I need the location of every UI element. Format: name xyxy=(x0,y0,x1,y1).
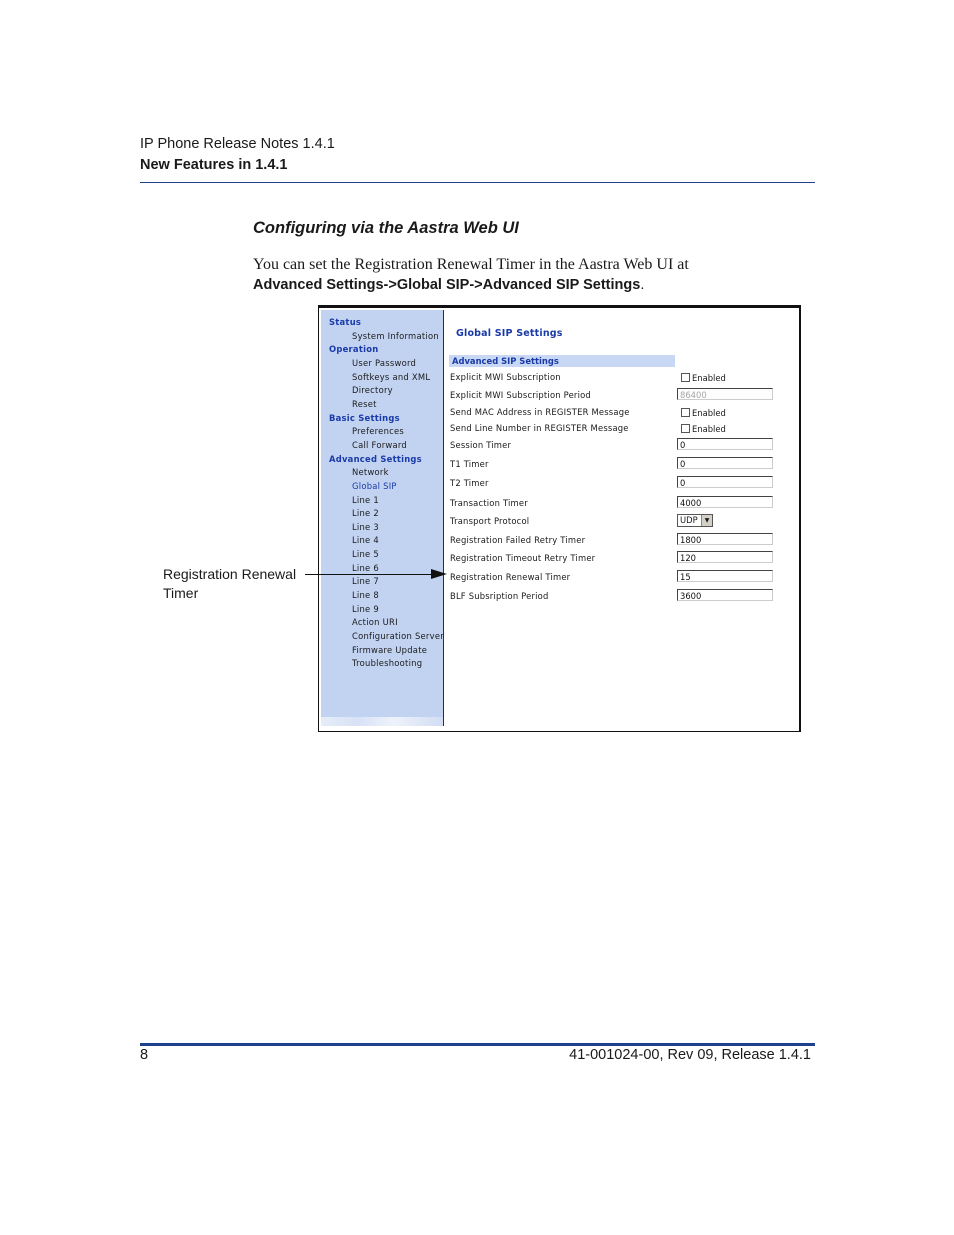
menu-item-preferences[interactable]: Preferences xyxy=(352,426,405,437)
callout-line-2: Timer xyxy=(163,585,199,601)
field-label-registration-failed-retry-timer: Registration Failed Retry Timer xyxy=(450,535,586,545)
web-ui-sidebar xyxy=(321,310,444,726)
menu-group-advanced-settings[interactable]: Advanced Settings xyxy=(329,453,422,464)
menu-item-network[interactable]: Network xyxy=(352,467,389,478)
select-transport-protocol[interactable] xyxy=(677,514,713,527)
menu-item-global-sip[interactable]: Global SIP xyxy=(352,480,397,491)
menu-item-line-1[interactable]: Line 1 xyxy=(352,494,379,505)
menu-item-line-7[interactable]: Line 7 xyxy=(352,576,379,587)
ui-section-label: Advanced SIP Settings xyxy=(452,356,559,366)
intro-paragraph: You can set the Registration Renewal Timer in the Aastra Web UI at xyxy=(253,256,689,273)
field-label-session-timer: Session Timer xyxy=(450,440,512,450)
menu-item-reset[interactable]: Reset xyxy=(352,398,377,409)
checkbox-label-send-mac-address-in-register-message: Enabled xyxy=(692,408,726,418)
input-registration-failed-retry-timer[interactable]: 1800 xyxy=(677,533,773,545)
footer-rule xyxy=(140,1043,815,1046)
callout-leader-line xyxy=(305,574,432,575)
menu-item-line-6[interactable]: Line 6 xyxy=(352,562,379,573)
ui-section-band xyxy=(449,355,675,367)
menu-item-action-uri[interactable]: Action URI xyxy=(352,617,398,628)
checkbox-explicit-mwi-subscription[interactable] xyxy=(681,373,690,382)
checkbox-send-mac-address-in-register-message[interactable] xyxy=(681,408,690,417)
menu-item-system-information[interactable]: System Information xyxy=(352,330,439,341)
field-label-transaction-timer: Transaction Timer xyxy=(450,498,528,508)
footer-page-number: 8 xyxy=(140,1047,149,1063)
menu-item-line-4[interactable]: Line 4 xyxy=(352,535,379,546)
field-label-registration-renewal-timer: Registration Renewal Timer xyxy=(450,572,571,582)
callout-arrowhead-icon xyxy=(431,569,447,579)
field-label-blf-subsription-period: BLF Subsription Period xyxy=(450,591,549,601)
header-rule xyxy=(140,182,815,183)
menu-item-line-3[interactable]: Line 3 xyxy=(352,521,379,532)
header-subtitle: New Features in 1.4.1 xyxy=(140,157,288,173)
field-label-transport-protocol: Transport Protocol xyxy=(450,516,530,526)
menu-item-line-5[interactable]: Line 5 xyxy=(352,549,379,560)
field-label-send-mac-address-in-register-message: Send MAC Address in REGISTER Message xyxy=(450,407,630,417)
input-registration-timeout-retry-timer[interactable]: 120 xyxy=(677,551,773,563)
select-value: UDP xyxy=(680,515,698,525)
section-heading: Configuring via the Aastra Web UI xyxy=(253,219,519,237)
menu-item-troubleshooting[interactable]: Troubleshooting xyxy=(352,658,423,669)
field-label-t2-timer: T2 Timer xyxy=(450,478,489,488)
input-session-timer[interactable]: 0 xyxy=(677,438,773,450)
ui-page-title: Global SIP Settings xyxy=(456,328,563,339)
menu-item-user-password[interactable]: User Password xyxy=(352,358,417,368)
menu-path: Advanced Settings->Global SIP->Advanced SIP Settings xyxy=(253,277,641,293)
menu-item-line-9[interactable]: Line 9 xyxy=(352,603,379,614)
menu-item-line-2[interactable]: Line 2 xyxy=(352,508,379,519)
checkbox-label-explicit-mwi-subscription: Enabled xyxy=(692,373,726,383)
field-label-explicit-mwi-subscription: Explicit MWI Subscription xyxy=(450,372,561,382)
input-blf-subsription-period[interactable]: 3600 xyxy=(677,589,773,601)
header-title: IP Phone Release Notes 1.4.1 xyxy=(140,136,335,152)
menu-item-call-forward[interactable]: Call Forward xyxy=(352,439,407,450)
sidebar-footer-strip xyxy=(321,717,443,726)
input-t1-timer[interactable]: 0 xyxy=(677,457,773,469)
input-explicit-mwi-subscription-period[interactable]: 86400 xyxy=(677,388,773,400)
menu-group-operation[interactable]: Operation xyxy=(329,344,379,355)
menu-item-directory[interactable]: Directory xyxy=(352,385,393,396)
web-ui-main-panel xyxy=(445,308,799,731)
menu-item-softkeys-and-xml[interactable]: Softkeys and XML xyxy=(352,371,431,382)
callout-label xyxy=(163,565,303,603)
menu-group-status[interactable]: Status xyxy=(329,317,362,327)
web-ui-screenshot xyxy=(318,305,801,732)
input-transaction-timer[interactable]: 4000 xyxy=(677,496,773,508)
menu-item-configuration-server[interactable]: Configuration Server xyxy=(352,630,444,641)
field-label-registration-timeout-retry-timer: Registration Timeout Retry Timer xyxy=(450,553,596,563)
checkbox-send-line-number-in-register-message[interactable] xyxy=(681,424,690,433)
menu-path-line xyxy=(253,277,644,293)
callout-line-1: Registration Renewal xyxy=(163,566,297,582)
input-registration-renewal-timer[interactable]: 15 xyxy=(677,570,773,582)
menu-item-firmware-update[interactable]: Firmware Update xyxy=(352,644,428,655)
menu-path-period: . xyxy=(640,277,645,293)
checkbox-label-send-line-number-in-register-message: Enabled xyxy=(692,424,726,434)
chevron-down-icon[interactable]: ▼ xyxy=(701,515,712,526)
menu-item-line-8[interactable]: Line 8 xyxy=(352,590,379,600)
input-t2-timer[interactable]: 0 xyxy=(677,476,773,488)
menu-group-basic-settings[interactable]: Basic Settings xyxy=(329,412,400,423)
field-label-explicit-mwi-subscription-period: Explicit MWI Subscription Period xyxy=(450,390,591,400)
footer-doc-id: 41-001024-00, Rev 09, Release 1.4.1 xyxy=(569,1047,811,1063)
field-label-t1-timer: T1 Timer xyxy=(450,459,489,469)
field-label-send-line-number-in-register-message: Send Line Number in REGISTER Message xyxy=(450,423,629,433)
